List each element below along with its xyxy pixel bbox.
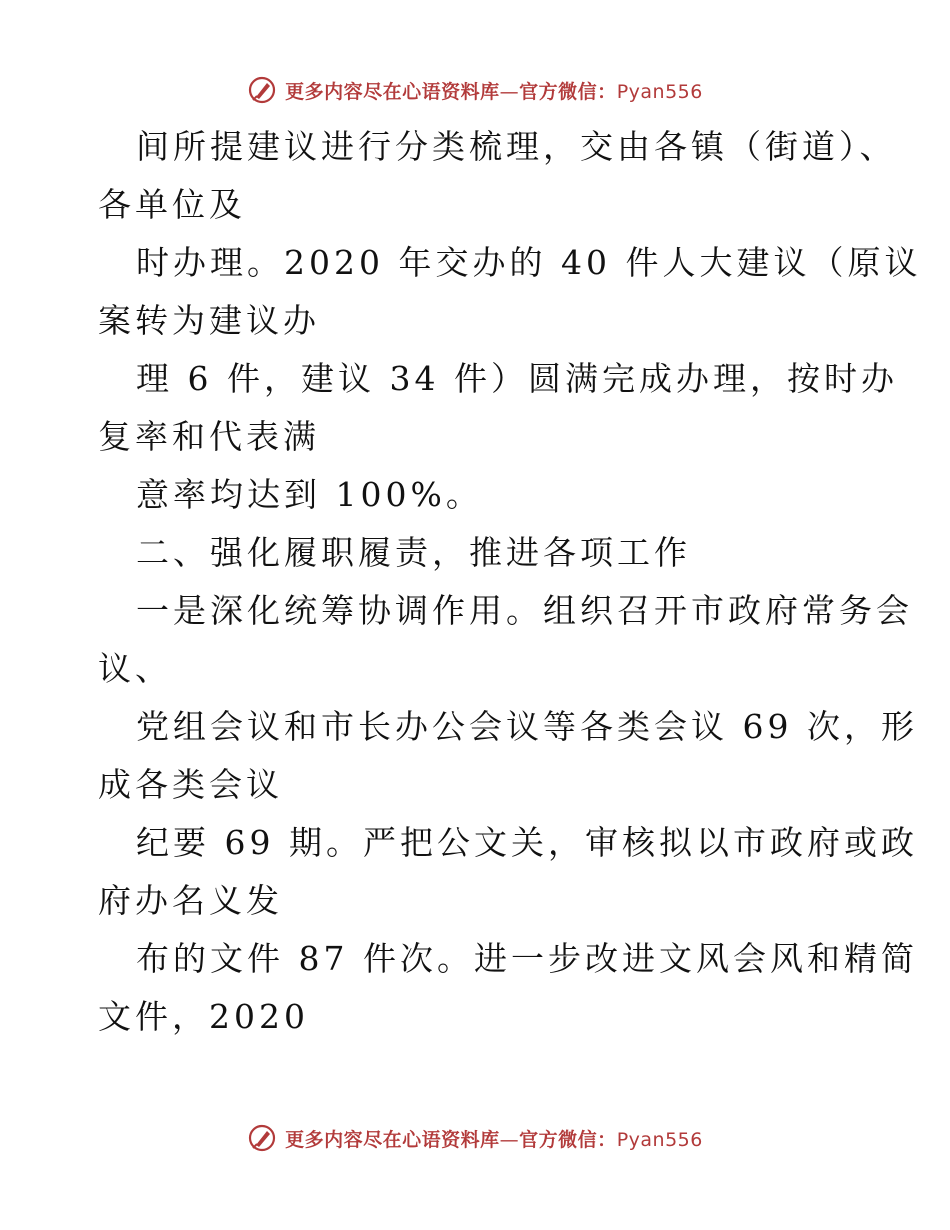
body-line: 意率均达到 100%。 [136,475,483,514]
document-body [98,118,922,1046]
watermark-separator: — [499,80,520,103]
body-line: 文件，2020 [98,997,309,1036]
quill-pen-icon [247,1123,277,1153]
body-line: 布的文件 87 件次。进一步改进文风会风和精简 [136,939,918,978]
watermark-site: 更多内容尽在心语资料库 [285,80,500,103]
body-line: 复率和代表满 [98,417,320,456]
body-line: 成各类会议 [98,765,283,804]
body-line: 一是深化统筹协调作用。组织召开市政府常务会 [136,591,913,630]
header-watermark [0,70,950,110]
body-line: 理 6 件，建议 34 件）圆满完成办理，按时办 [136,359,898,398]
body-line: 党组会议和市长办公会议等各类会议 69 次，形 [136,707,918,746]
watermark-wechat-label: 官方微信： [519,1128,617,1151]
quill-pen-icon [247,75,277,105]
body-line: 间所提建议进行分类梳理，交由各镇（街道）、 [136,127,897,166]
watermark-wechat-id: Pyan556 [616,1128,703,1151]
section-heading: 二、强化履职履责，推进各项工作 [136,533,691,572]
body-line: 时办理。2020 年交办的 40 件人大建议（原议 [136,243,922,282]
footer-watermark [0,1118,950,1158]
body-line: 议、 [98,649,172,688]
watermark-wechat-label: 官方微信： [519,80,617,103]
watermark-text [285,77,703,104]
watermark-separator: — [499,1128,520,1151]
body-line: 各单位及 [98,185,246,224]
watermark-site: 更多内容尽在心语资料库 [285,1128,500,1151]
body-line: 纪要 69 期。严把公文关，审核拟以市政府或政 [136,823,918,862]
watermark-text [285,1125,703,1152]
body-line: 府办名义发 [98,881,283,920]
watermark-wechat-id: Pyan556 [616,80,703,103]
body-line: 案转为建议办 [98,301,320,340]
